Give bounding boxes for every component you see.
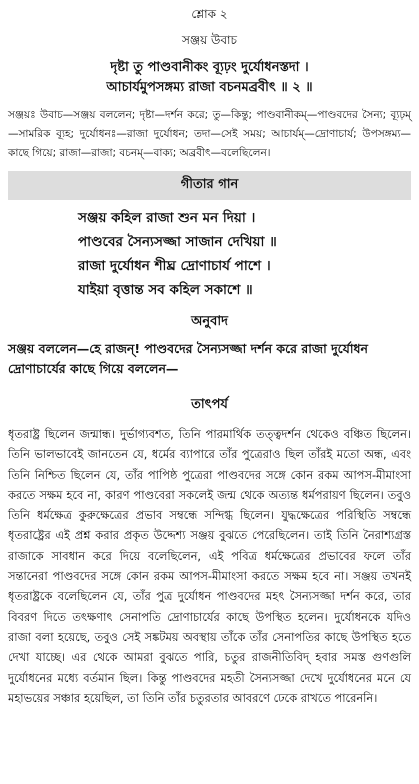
translation-text: সঞ্জয় বললেন—হে রাজন্! পাণ্ডবদের সৈন্যসজ্জা দর্শন করে রাজা দুর্যোধন দ্রোণাচার্যের কাছে গিয়ে বললেন— <box>8 341 368 376</box>
song-line-1: সঞ্জয় কহিল রাজা শুন মন দিয়া । <box>78 210 256 226</box>
verse-line-2: আচার্যমুপসঙ্গম্য রাজা বচনমব্রবীৎ ॥ ২ ॥ <box>106 80 313 95</box>
song <box>8 206 411 302</box>
translation-heading: অনুবাদ <box>191 314 228 329</box>
page <box>0 6 419 784</box>
verse-line-1: দৃষ্টা তু পাণ্ডবানীকং ব্যূঢ়ং দুর্যোধনস্তদা । <box>110 60 309 75</box>
synonyms: সঞ্জয়ঃ উবাচ—সঞ্জয় বললেন; দৃষ্টা—দর্শন করে; তু—কিন্তু; পাণ্ডবানীকম্—পাণ্ডবদের সৈন্য; ব্যূঢ়ম্—সামরিক ব্যূহ; দুর্যোধনঃ—রাজা দুর্যোধন; তদা—সেই সময়; আচার্যম্—দ্রোণাচার্য; উপসঙ্গম্য—কাছে গিয়ে; রাজা—রাজা; বচনম্—বাক্য; অব্রবীৎ—বলেছিলেন। <box>8 109 411 159</box>
sloka-number: শ্লোক ২ <box>191 7 228 21</box>
song-line-4: যাইয়া বৃত্তান্ত সব কহিল সকাশে ॥ <box>78 282 253 298</box>
song-heading: গীতার গান <box>8 171 411 200</box>
song-line-2: পাণ্ডবের সৈন্যসজ্জা সাজান দেখিয়া ॥ <box>78 234 277 250</box>
purport-heading: তাৎপর্য <box>191 397 228 412</box>
song-line-3: রাজা দুর্যোধন শীঘ্র দ্রোণাচার্য পাশে । <box>78 258 271 274</box>
speaker-heading: সঞ্জয় উবাচ <box>181 33 238 47</box>
purport-text: ধৃতরাষ্ট্র ছিলেন জন্মান্ধ। দুর্ভাগ্যবশত, তিনি পারমার্থিক তত্ত্বদর্শন থেকেও বঞ্চিত ছিলেন। তিনি ভালভাবেই জানতেন যে, ধর্মের ব্যাপারে তাঁর পুত্রেরাও ছিল তাঁরই মতো অন্ধ, এবং তিনি নিশ্চিত ছিলেন যে, তাঁর পাপিষ্ঠ পুত্রেরা পাণ্ডবদের সঙ্গে কোন রকম আপস-মীমাংসা করতে সক্ষম হবে না, কারণ পাণ্ডবেরা সকলেই জন্ম থেকে অত্যন্ত ধর্মপরায়ণ ছিলেন। তবুও তিনি ধর্মক্ষেত্র কুরুক্ষেত্রের প্রভাব সম্বন্ধে সন্দিগ্ধ ছিলেন। যুদ্ধক্ষেত্রের পরিস্থিতি সম্বন্ধে ধৃতরাষ্ট্রের এই প্রশ্ন করার প্রকৃত উদ্দেশ্য সঞ্জয় বুঝতে পেরেছিলেন। তাই তিনি নৈরাশ্যগ্রস্ত রাজাকে সাবধান করে দিয়ে বলেছিলেন, এই পবিত্র ধর্মক্ষেত্রের প্রভাবের ফলে তাঁর সন্তানেরা পাণ্ডবদের সঙ্গে কোন রকম আপস-মীমাংসা করতে সক্ষম হবে না। সঞ্জয় তখনই ধৃতরাষ্ট্রকে বলেছিলেন যে, তাঁর পুত্র দুর্যোধন পাণ্ডবদের মহৎ সৈন্যসজ্জা দর্শন করে, তার বিবরণ দিতে তৎক্ষণাৎ সেনাপতি দ্রোণাচার্যের কাছে উপস্থিত হলেন। দুর্যোধনকে যদিও রাজা বলা হয়েছে, তবুও সেই সঙ্কটময় অবস্থায় তাঁকে তাঁর সেনাপতির কাছে উপস্থিত হতে দেখা যাচ্ছে। এর থেকে আমরা বুঝতে পারি, চতুর রাজনীতিবিদ্‌ হবার সমস্ত গুণগুলি দুর্যোধনের মধ্যে বর্তমান ছিল। কিন্তু পাণ্ডবদের মহতী সৈন্যসজ্জা দেখে দুর্যোধনের মনে যে মহাভয়ের সঞ্চার হয়েছিল, তা তিনি তাঁর চতুরতার আবরণে ঢেকে রাখতে পারেননি। <box>8 427 411 705</box>
